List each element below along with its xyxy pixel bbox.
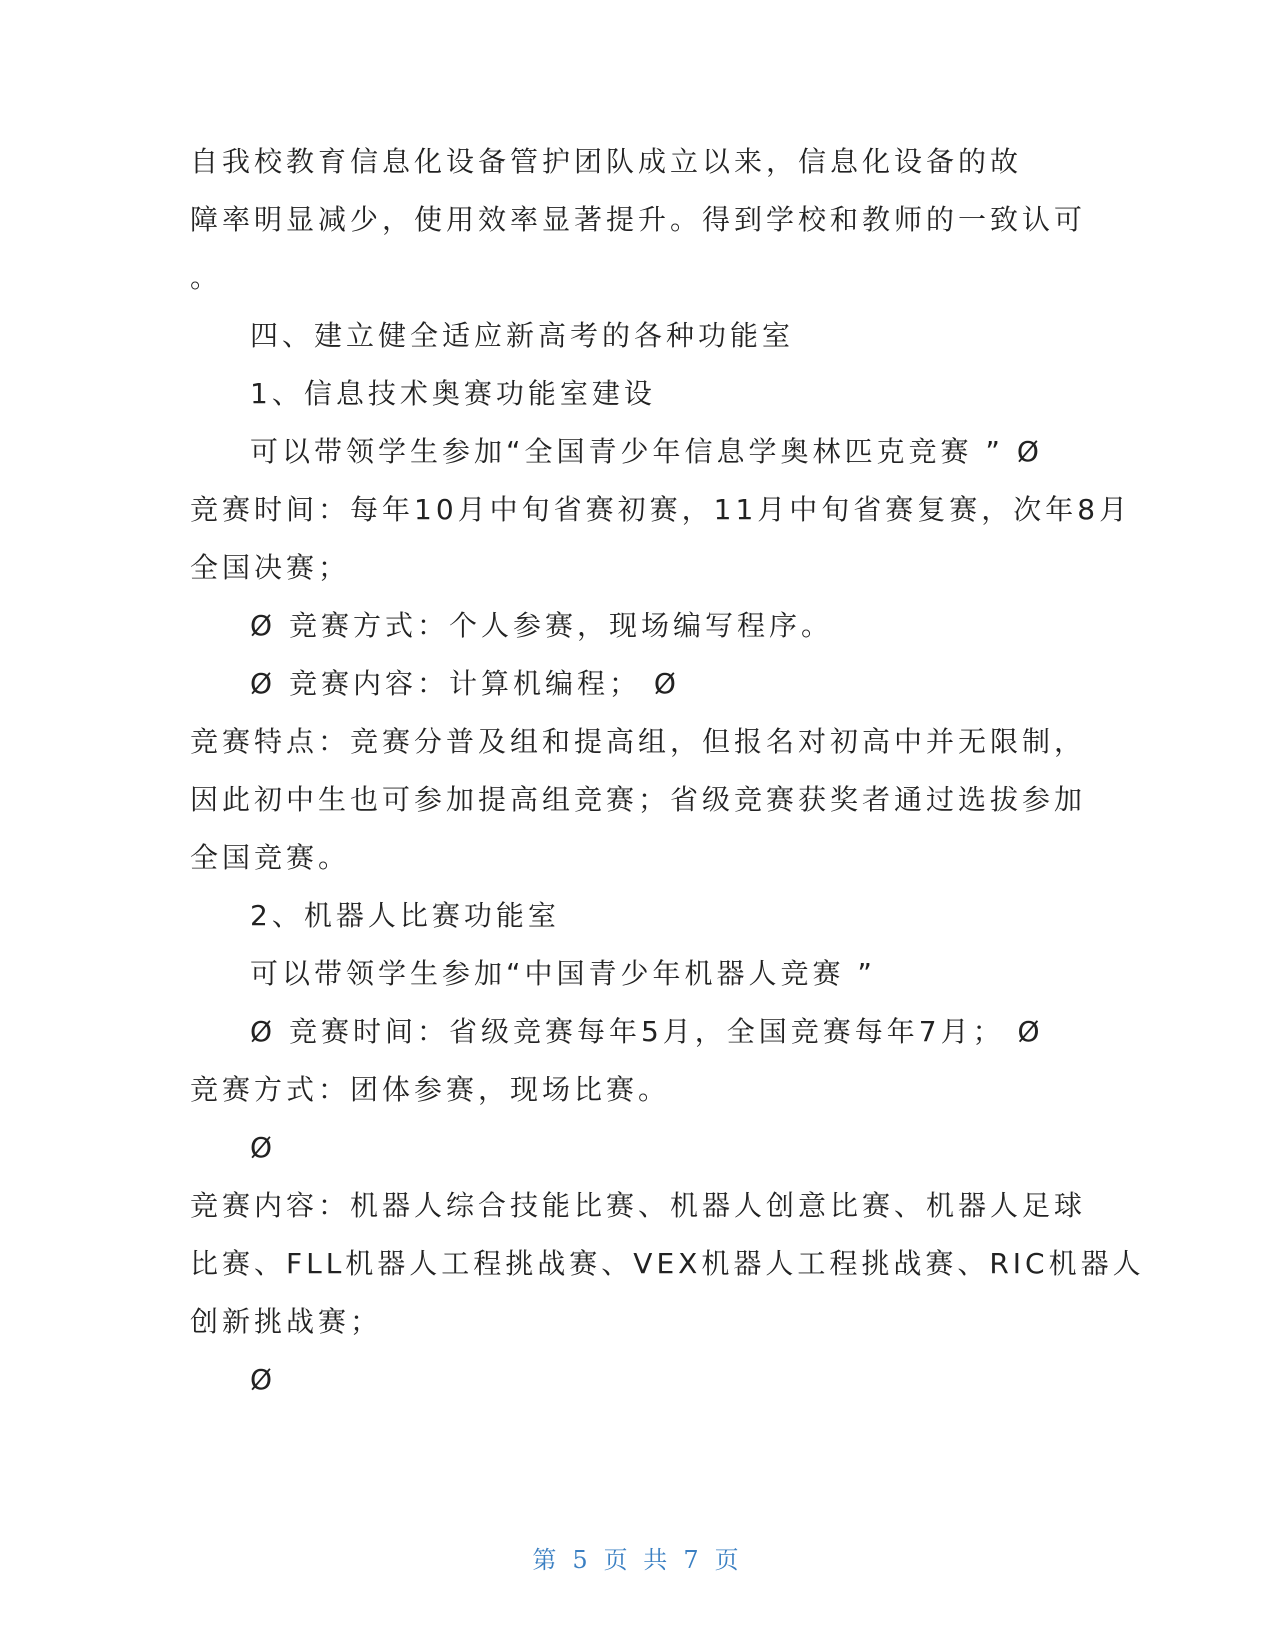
page-footer [0, 1540, 1275, 1575]
paragraph-line: 可以带领学生参加“中国青少年机器人竞赛 ” [250, 957, 876, 990]
paragraph-line: 全国竞赛。 [190, 841, 351, 874]
bullet-line: Ø 竞赛方式：个人参赛，现场编写程序。 [250, 609, 833, 642]
paragraph-line: 竞赛时间：每年10月中旬省赛初赛，11月中旬省赛复赛，次年8月 [190, 493, 1132, 526]
paragraph-line: 障率明显减少，使用效率显著提升。得到学校和教师的一致认可 [190, 203, 1087, 236]
subsection-heading: 1、信息技术奥赛功能室建设 [250, 377, 656, 410]
paragraph-line: 可以带领学生参加“全国青少年信息学奥林匹克竞赛 ” Ø [250, 435, 1043, 468]
subsection-heading: 2、机器人比赛功能室 [250, 899, 560, 932]
bullet-line: Ø 竞赛内容：计算机编程； Ø [250, 667, 680, 700]
footer-prefix: 第 [532, 1546, 561, 1574]
bullet-line: Ø 竞赛时间：省级竞赛每年5月，全国竞赛每年7月； Ø [250, 1015, 1044, 1048]
bullet-line: Ø [250, 1131, 277, 1164]
footer-suffix: 页 [714, 1546, 743, 1574]
paragraph-line: 因此初中生也可参加提高组竞赛；省级竞赛获奖者通过选拔参加 [190, 783, 1087, 816]
paragraph-line: 全国决赛； [190, 551, 351, 584]
paragraph-line: 竞赛方式：团体参赛，现场比赛。 [190, 1073, 671, 1106]
total-page-number: 7 [683, 1546, 703, 1574]
current-page-number: 5 [572, 1546, 592, 1574]
paragraph-line: 自我校教育信息化设备管护团队成立以来，信息化设备的故 [190, 145, 1023, 178]
bullet-line: Ø [250, 1363, 277, 1396]
paragraph-line: 竞赛内容：机器人综合技能比赛、机器人创意比赛、机器人足球 [190, 1189, 1087, 1222]
paragraph-line: 。 [190, 261, 223, 294]
paragraph-line: 竞赛特点：竞赛分普及组和提高组，但报名对初高中并无限制， [190, 725, 1087, 758]
footer-middle: 页 共 [603, 1546, 672, 1574]
section-heading: 四、建立健全适应新高考的各种功能室 [250, 319, 795, 352]
paragraph-line: 比赛、FLL机器人工程挑战赛、VEX机器人工程挑战赛、RIC机器人 [190, 1247, 1145, 1280]
paragraph-line: 创新挑战赛； [190, 1305, 383, 1338]
